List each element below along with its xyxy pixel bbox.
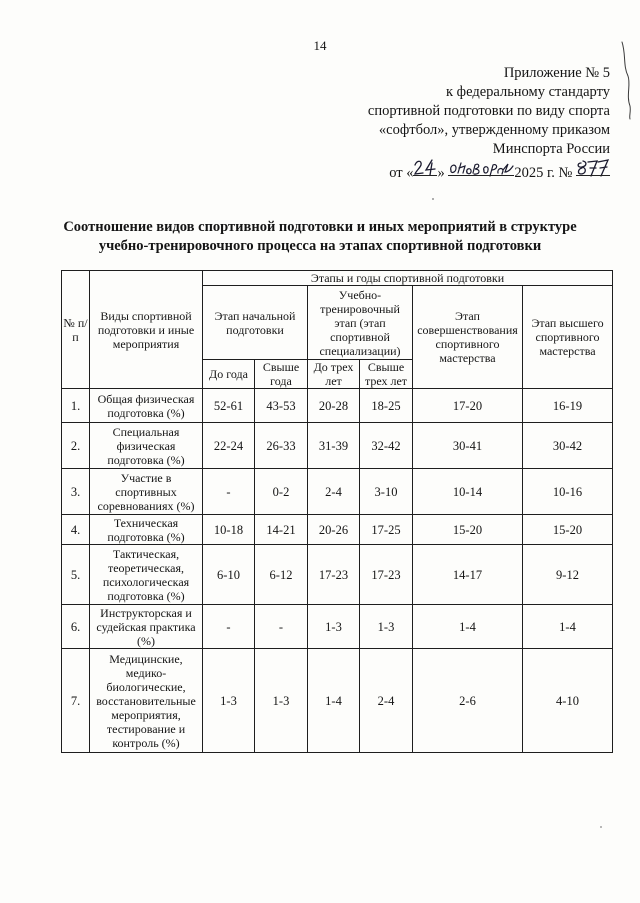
- margin-signature-mark: [618, 40, 634, 120]
- value-cell: 2-4: [360, 649, 413, 753]
- approval-line-order: «софтбол», утвержденному приказом: [378, 122, 610, 138]
- table-header-row-group: [62, 271, 613, 286]
- approval-date-line: [389, 159, 610, 183]
- row-number: 1.: [62, 389, 90, 423]
- row-training-type: Техническая подготовка (%): [90, 515, 203, 545]
- value-cell: 1-4: [413, 605, 523, 649]
- value-cell: 3-10: [360, 469, 413, 515]
- table-row: [62, 469, 613, 515]
- row-number: 5.: [62, 545, 90, 605]
- value-cell: -: [203, 605, 255, 649]
- value-cell: 0-2: [255, 469, 308, 515]
- value-cell: 1-3: [360, 605, 413, 649]
- page-number: 14: [313, 38, 327, 53]
- value-cell: 20-28: [308, 389, 360, 423]
- value-cell: 2-4: [308, 469, 360, 515]
- value-cell: 15-20: [523, 515, 613, 545]
- value-cell: 1-3: [255, 649, 308, 753]
- approval-line-sport: спортивной подготовки по виду спорта: [367, 103, 610, 119]
- handwritten-day: [413, 159, 437, 177]
- header-year-over-one: Свыше года: [255, 360, 308, 389]
- value-cell: 22-24: [203, 423, 255, 469]
- document-title-line-1: Соотношение видов спортивной подготовки и иных мероприятий в структуре: [63, 219, 577, 235]
- value-cell: -: [203, 469, 255, 515]
- table-row: [62, 423, 613, 469]
- table-row: [62, 515, 613, 545]
- value-cell: 26-33: [255, 423, 308, 469]
- value-cell: 17-23: [360, 545, 413, 605]
- value-cell: 10-14: [413, 469, 523, 515]
- scan-dust-mark: [598, 824, 604, 830]
- value-cell: 17-23: [308, 545, 360, 605]
- value-cell: 52-61: [203, 389, 255, 423]
- header-year-up-to-three: До трех лет: [308, 360, 360, 389]
- value-cell: 9-12: [523, 545, 613, 605]
- row-training-type: Медицинские, медико-биологические, восстановительные мероприятия, тестирование и контроль (%): [90, 649, 203, 753]
- row-number: 4.: [62, 515, 90, 545]
- row-number: 6.: [62, 605, 90, 649]
- header-year-over-three: Свыше трех лет: [360, 360, 413, 389]
- value-cell: 1-3: [308, 605, 360, 649]
- handwritten-number-ink: [576, 159, 610, 177]
- row-training-type: Специальная физическая подготовка (%): [90, 423, 203, 469]
- handwritten-month-ink: [448, 159, 514, 177]
- table-row: [62, 545, 613, 605]
- training-ratio-table: [61, 270, 613, 753]
- header-training-type: Виды спортивной подготовки и иные мероприятия: [90, 271, 203, 389]
- header-num: № п/п: [62, 271, 90, 389]
- document-title: [40, 218, 600, 256]
- row-training-type: Участие в спортивных соревнованиях (%): [90, 469, 203, 515]
- header-stage-training: Учебно-тренировочный этап (этап спортивной специализации): [308, 286, 413, 360]
- value-cell: 32-42: [360, 423, 413, 469]
- approval-line-ministry: Минспорта России: [492, 141, 610, 157]
- header-year-up-to-one: До года: [203, 360, 255, 389]
- value-cell: 6-10: [203, 545, 255, 605]
- date-quote-close: »: [437, 165, 445, 181]
- value-cell: 4-10: [523, 649, 613, 753]
- value-cell: 30-41: [413, 423, 523, 469]
- value-cell: -: [255, 605, 308, 649]
- table-row: [62, 389, 613, 423]
- document-title-line-2: учебно-тренировочного процесса на этапах спортивной подготовки: [98, 238, 542, 254]
- header-stages-group: Этапы и годы спортивной подготовки: [203, 271, 613, 286]
- value-cell: 18-25: [360, 389, 413, 423]
- row-training-type: Тактическая, теоретическая, психологическая подготовка (%): [90, 545, 203, 605]
- approval-line-appendix: Приложение № 5: [503, 65, 610, 81]
- row-number: 7.: [62, 649, 90, 753]
- value-cell: 17-20: [413, 389, 523, 423]
- header-stage-initial: Этап начальной подготовки: [203, 286, 308, 360]
- value-cell: 10-18: [203, 515, 255, 545]
- row-training-type: Инструкторская и судейская практика (%): [90, 605, 203, 649]
- value-cell: 10-16: [523, 469, 613, 515]
- handwritten-day-ink: [413, 159, 437, 177]
- value-cell: 1-4: [523, 605, 613, 649]
- row-number: 3.: [62, 469, 90, 515]
- value-cell: 1-3: [203, 649, 255, 753]
- value-cell: 6-12: [255, 545, 308, 605]
- value-cell: 14-17: [413, 545, 523, 605]
- date-prefix: от «: [389, 165, 414, 181]
- date-year: 2025 г. №: [514, 165, 573, 181]
- value-cell: 20-26: [308, 515, 360, 545]
- row-training-type: Общая физическая подготовка (%): [90, 389, 203, 423]
- value-cell: 1-4: [308, 649, 360, 753]
- table-row: [62, 649, 613, 753]
- value-cell: 31-39: [308, 423, 360, 469]
- value-cell: 30-42: [523, 423, 613, 469]
- scan-dust-mark: [430, 196, 436, 202]
- value-cell: 15-20: [413, 515, 523, 545]
- row-number: 2.: [62, 423, 90, 469]
- value-cell: 17-25: [360, 515, 413, 545]
- handwritten-month: [448, 159, 514, 177]
- header-stage-highest: Этап высшего спортивного мастерства: [523, 286, 613, 389]
- approval-line-standard: к федеральному стандарту: [446, 84, 610, 100]
- table-row: [62, 605, 613, 649]
- handwritten-number: [576, 159, 610, 177]
- value-cell: 2-6: [413, 649, 523, 753]
- value-cell: 16-19: [523, 389, 613, 423]
- approval-block: [310, 64, 610, 183]
- header-stage-improvement: Этап совершенствования спортивного мастерства: [413, 286, 523, 389]
- value-cell: 14-21: [255, 515, 308, 545]
- value-cell: 43-53: [255, 389, 308, 423]
